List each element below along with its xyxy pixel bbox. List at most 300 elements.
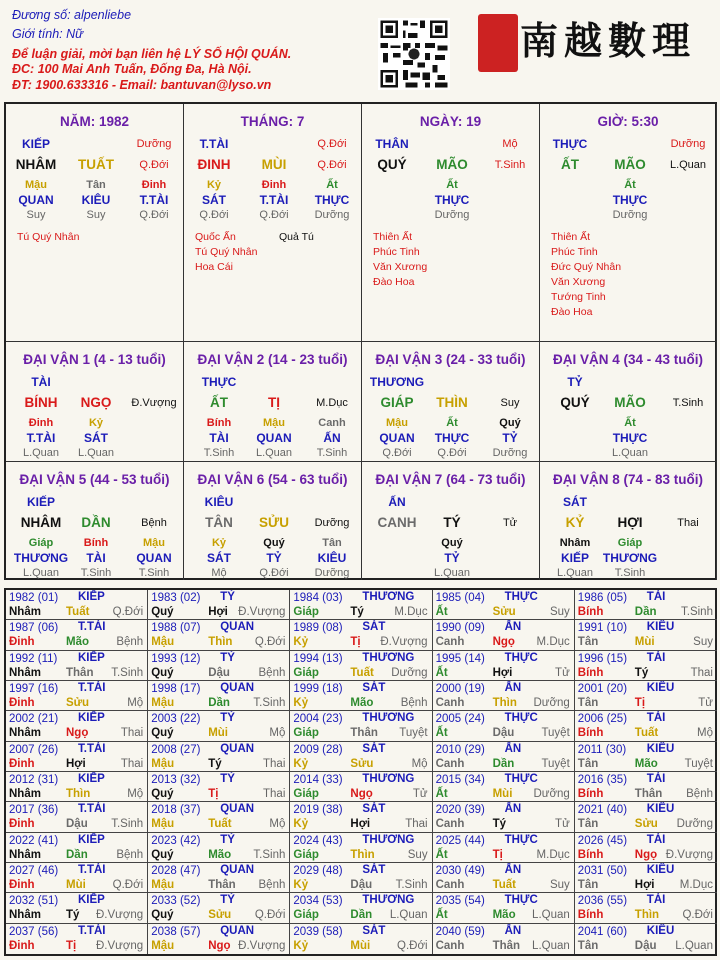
- luck-god: TỶ: [567, 375, 583, 389]
- year-god: TỶ: [220, 833, 235, 846]
- pillar-cell[interactable]: [6, 104, 184, 342]
- hidden-god: KIÊU: [81, 193, 111, 207]
- year-branch: Sửu: [350, 757, 374, 770]
- year-label: 2035 (54): [435, 895, 485, 908]
- year-branch: Ngọ: [208, 939, 231, 952]
- hidden-stage: L.Quan: [611, 447, 649, 459]
- luck-title: ĐẠI VẬN 5 (44 - 53 tuổi): [19, 472, 170, 487]
- year-branch: Ngọ: [66, 727, 89, 740]
- pillar-cell[interactable]: [362, 104, 540, 342]
- pillar-stem: NHÂM: [15, 157, 57, 172]
- year-branch: Thìn: [66, 787, 91, 800]
- year-stem: Bính: [577, 606, 604, 618]
- year-god: THỰC: [504, 712, 538, 725]
- hidden-god: TÀI: [209, 431, 229, 445]
- year-cell[interactable]: [290, 863, 432, 893]
- star-label: Đức Quý Nhân: [551, 261, 622, 273]
- year-stage: Đ.Vượng: [238, 939, 286, 952]
- pillar-stem: ĐINH: [197, 157, 231, 172]
- year-cell[interactable]: [148, 772, 290, 802]
- luck-pillar-cell[interactable]: [540, 462, 717, 580]
- year-cell[interactable]: [433, 590, 575, 620]
- year-cell[interactable]: [6, 802, 148, 832]
- year-stage: M.Dục: [679, 878, 713, 891]
- year-stem: Ất: [435, 606, 448, 618]
- luck-branch: HỢI: [617, 515, 643, 530]
- year-branch: Thân: [492, 939, 521, 952]
- year-cell[interactable]: [6, 590, 148, 620]
- luck-god: ẤN: [388, 495, 406, 509]
- year-branch: Sửu: [208, 909, 232, 922]
- year-cell[interactable]: [290, 590, 432, 620]
- hidden-stage: Suy: [26, 209, 46, 221]
- pillar-cell[interactable]: [540, 104, 717, 342]
- year-label: 1999 (18): [293, 682, 343, 695]
- year-cell[interactable]: [433, 893, 575, 923]
- year-stem: Bính: [577, 666, 604, 679]
- luck-stem: BÍNH: [24, 395, 58, 410]
- year-branch: Hợi: [350, 818, 371, 831]
- year-stem: Nhâm: [9, 787, 41, 800]
- year-stage: Mộ: [269, 818, 286, 831]
- year-cell[interactable]: [148, 681, 290, 711]
- year-stage: T.Sinh: [395, 878, 428, 891]
- year-stage: Bệnh: [116, 848, 144, 861]
- year-cell[interactable]: [6, 711, 148, 741]
- year-cell[interactable]: [148, 924, 290, 954]
- year-label: 2031 (50): [577, 864, 628, 877]
- luck-relation: T.Sinh: [672, 397, 704, 409]
- pillar-title: NGÀY: 19: [419, 114, 482, 129]
- year-stem: Quý: [151, 666, 174, 679]
- luck-pillar-cell[interactable]: [184, 342, 362, 462]
- year-stage: Mộ: [127, 787, 144, 800]
- year-branch: Dần: [492, 757, 515, 770]
- hidden-stem: Quý: [263, 537, 285, 549]
- hidden-stem: Ất: [326, 179, 338, 191]
- year-label: 2026 (45): [577, 834, 628, 847]
- year-stage: L.Quan: [532, 939, 570, 952]
- year-stem: Nhâm: [9, 606, 41, 618]
- year-branch: Tý: [66, 909, 80, 922]
- year-god: TỶ: [220, 591, 235, 603]
- year-stem: Tân: [577, 818, 599, 831]
- year-god: THƯƠNG: [362, 772, 415, 785]
- year-cell[interactable]: [575, 802, 717, 832]
- hidden-god: SÁT: [84, 431, 108, 445]
- year-god: TỶ: [220, 894, 235, 907]
- hidden-stem: Mậu: [386, 417, 408, 429]
- qr-code-icon[interactable]: [378, 18, 450, 90]
- hidden-god: T.TÀI: [26, 431, 56, 445]
- year-cell[interactable]: [290, 924, 432, 954]
- year-stage: Suy: [549, 878, 570, 891]
- year-cell[interactable]: [148, 620, 290, 650]
- year-branch: Thân: [66, 666, 94, 679]
- year-cell[interactable]: [290, 711, 432, 741]
- hidden-god: THỰC: [434, 431, 470, 445]
- year-stage: L.Quan: [389, 909, 428, 922]
- year-cell[interactable]: [433, 620, 575, 650]
- hidden-stem: Mậu: [25, 179, 47, 191]
- year-stem: Canh: [435, 878, 465, 891]
- year-stage: T.Sinh: [111, 666, 144, 679]
- year-label: 2027 (46): [9, 864, 59, 877]
- hidden-stem: Canh: [318, 417, 346, 429]
- year-branch: Hợi: [66, 757, 86, 770]
- year-cell[interactable]: [290, 681, 432, 711]
- luck-pillar-cell[interactable]: [540, 342, 717, 462]
- pillar-god: THỰC: [552, 137, 588, 151]
- luck-god: TÀI: [31, 375, 51, 389]
- year-god: KIÊU: [646, 863, 675, 876]
- hidden-god: T.TÀI: [259, 193, 289, 207]
- pillar-branch: TUẤT: [78, 157, 114, 172]
- year-label: 2023 (42): [151, 834, 201, 847]
- year-cell[interactable]: [575, 893, 717, 923]
- year-cell[interactable]: [6, 924, 148, 954]
- hidden-stage: Dưỡng: [612, 209, 648, 221]
- year-cell[interactable]: [433, 681, 575, 711]
- year-stage: Bệnh: [258, 666, 286, 679]
- year-stem: Canh: [435, 636, 465, 649]
- year-branch: Dậu: [350, 878, 373, 891]
- year-stem: Quý: [151, 606, 174, 618]
- year-cell[interactable]: [148, 802, 290, 832]
- hidden-god: TỶ: [444, 551, 460, 565]
- year-cell[interactable]: [433, 711, 575, 741]
- year-stage: Suy: [407, 848, 428, 861]
- hidden-stage: Dưỡng: [434, 209, 470, 221]
- year-cell[interactable]: [433, 863, 575, 893]
- year-branch: Tị: [350, 636, 361, 649]
- star-label: Đào Hoa: [373, 276, 415, 288]
- hidden-stage: Q.Đới: [259, 209, 289, 221]
- star-label: Hoa Cái: [195, 261, 233, 273]
- luck-stem: GIÁP: [380, 395, 414, 410]
- year-label: 2005 (24): [435, 713, 485, 726]
- year-stem: Nhâm: [9, 909, 41, 922]
- year-stem: Kỷ: [293, 878, 309, 891]
- star-label: Tướng Tinh: [551, 291, 606, 303]
- year-cell[interactable]: [575, 681, 717, 711]
- year-god: ẤN: [504, 803, 522, 816]
- year-label: 2037 (56): [9, 925, 59, 938]
- year-cell[interactable]: [575, 772, 717, 802]
- year-stem: Nhâm: [9, 666, 41, 679]
- year-cell[interactable]: [433, 772, 575, 802]
- year-stem: Tân: [577, 757, 599, 770]
- year-cell[interactable]: [6, 742, 148, 772]
- year-cell[interactable]: [290, 742, 432, 772]
- year-cell[interactable]: [575, 651, 717, 681]
- year-branch: Tị: [66, 939, 77, 952]
- year-cell[interactable]: [6, 893, 148, 923]
- year-stage: Thai: [120, 757, 144, 770]
- star-label: Văn Xương: [373, 261, 428, 273]
- year-stage: Đ.Vượng: [95, 939, 144, 952]
- hidden-god: THỰC: [434, 193, 470, 207]
- year-cell[interactable]: [6, 863, 148, 893]
- year-stage: Q.Đới: [254, 636, 286, 649]
- year-branch: Dậu: [66, 818, 88, 831]
- year-stage: Đ.Vượng: [380, 636, 428, 649]
- hidden-stage: L.Quan: [77, 447, 115, 459]
- luck-relation: Suy: [500, 397, 520, 409]
- year-cell[interactable]: [433, 651, 575, 681]
- year-label: 2006 (25): [577, 713, 628, 726]
- hidden-stem: Mậu: [143, 537, 165, 549]
- year-cell[interactable]: [6, 772, 148, 802]
- hidden-stem: Bính: [206, 417, 232, 429]
- year-label: 1982 (01): [9, 592, 59, 604]
- luck-pillar-cell[interactable]: [6, 342, 184, 462]
- year-god: ẤN: [504, 681, 522, 694]
- gender-line: Giới tính: Nữ: [12, 27, 84, 41]
- year-stem: Giáp: [293, 606, 319, 618]
- year-label: 1994 (13): [293, 652, 343, 665]
- year-label: 2017 (36): [9, 804, 59, 817]
- hidden-god: QUAN: [256, 431, 292, 445]
- year-cell[interactable]: [290, 893, 432, 923]
- star-label: Tú Quý Nhân: [195, 246, 258, 258]
- luck-title: ĐẠI VẬN 1 (4 - 13 tuổi): [23, 352, 166, 367]
- year-cell[interactable]: [433, 742, 575, 772]
- year-label: 1988 (07): [151, 622, 201, 635]
- hidden-stage: L.Quan: [556, 567, 594, 579]
- year-label: 2036 (55): [577, 895, 628, 908]
- hidden-stem: Bính: [83, 537, 109, 549]
- year-label: 1995 (14): [435, 652, 485, 665]
- star-label: Quốc Ấn: [195, 231, 236, 243]
- year-cell[interactable]: [433, 833, 575, 863]
- year-god: THỰC: [504, 651, 538, 664]
- star-label: Phúc Tinh: [551, 246, 598, 258]
- year-branch: Tị: [492, 848, 503, 861]
- year-label: 2014 (33): [293, 773, 343, 786]
- luck-pillar-cell[interactable]: [184, 462, 362, 580]
- year-stage: M.Dục: [394, 606, 428, 618]
- year-stem: Ất: [435, 666, 448, 679]
- year-stem: Giáp: [293, 848, 319, 861]
- year-label: 2034 (53): [293, 895, 343, 908]
- luck-title: ĐẠI VẬN 3 (24 - 33 tuổi): [375, 352, 526, 367]
- pillar-god: THÂN: [375, 137, 409, 151]
- year-cell[interactable]: [290, 772, 432, 802]
- year-cell[interactable]: [575, 863, 717, 893]
- year-stem: Kỷ: [293, 757, 309, 770]
- year-god: TÀI: [646, 894, 666, 907]
- year-branch: Mùi: [208, 727, 228, 740]
- year-god: TỶ: [220, 651, 235, 664]
- star-label: Đào Hoa: [551, 306, 593, 318]
- year-label: 2028 (47): [151, 864, 201, 877]
- four-pillars-chart: [4, 102, 717, 580]
- year-cell[interactable]: [148, 863, 290, 893]
- hidden-stem: Ất: [624, 179, 636, 191]
- hidden-stem: Giáp: [28, 537, 54, 549]
- year-stage: T.Sinh: [253, 848, 286, 861]
- hidden-stage: T.Sinh: [316, 447, 348, 459]
- year-cell[interactable]: [575, 620, 717, 650]
- year-stage: Tử: [698, 696, 713, 709]
- year-branch: Thìn: [208, 636, 233, 649]
- year-god: KIẾP: [78, 591, 105, 603]
- hidden-stem: Kỷ: [88, 417, 104, 429]
- year-god: ẤN: [504, 924, 522, 937]
- year-stage: Mộ: [269, 727, 286, 740]
- year-stage: Bệnh: [116, 636, 144, 649]
- year-stage: Thai: [690, 666, 713, 679]
- year-cell[interactable]: [148, 711, 290, 741]
- hidden-god: THƯƠNG: [13, 551, 69, 565]
- hidden-god: KIẾP: [560, 551, 589, 565]
- year-cell[interactable]: [575, 833, 717, 863]
- year-cell[interactable]: [148, 893, 290, 923]
- year-cell[interactable]: [575, 742, 717, 772]
- year-stem: Mậu: [151, 939, 175, 952]
- year-branch: Dần: [208, 696, 230, 709]
- year-stage: Mộ: [127, 696, 144, 709]
- year-label: 1983 (02): [151, 592, 201, 604]
- year-god: T.TÀI: [78, 803, 106, 816]
- luck-pillar-cell[interactable]: [6, 462, 184, 580]
- year-stem: Bính: [577, 727, 604, 740]
- year-branch: Tị: [634, 696, 646, 709]
- year-god: T.TÀI: [78, 681, 106, 694]
- year-stem: Nhâm: [9, 727, 41, 740]
- luck-stem: TÂN: [205, 515, 233, 530]
- year-cell[interactable]: [148, 590, 290, 620]
- luck-pillar-cell[interactable]: [362, 342, 540, 462]
- year-stem: Tân: [577, 696, 599, 709]
- year-god: KIÊU: [646, 803, 675, 816]
- year-cell[interactable]: [6, 833, 148, 863]
- year-cell[interactable]: [290, 651, 432, 681]
- hidden-stem: Quý: [441, 537, 463, 549]
- year-stem: Mậu: [151, 818, 175, 831]
- year-god: KIẾP: [78, 894, 105, 907]
- hidden-god: QUAN: [379, 431, 415, 445]
- year-stem: Kỷ: [293, 818, 309, 831]
- year-stage: T.Sinh: [681, 606, 713, 618]
- year-god: T.TÀI: [78, 924, 106, 937]
- year-label: 2030 (49): [435, 864, 485, 877]
- year-stage: Đ.Vượng: [665, 848, 713, 861]
- year-cell[interactable]: [6, 651, 148, 681]
- year-stage: Thai: [263, 757, 286, 770]
- year-god: TỶ: [220, 712, 235, 725]
- year-cell[interactable]: [6, 681, 148, 711]
- year-cell[interactable]: [148, 833, 290, 863]
- hidden-stage: Suy: [86, 209, 106, 221]
- year-god: SÁT: [362, 681, 386, 694]
- year-branch: Mão: [492, 909, 516, 922]
- year-stem: Tân: [577, 636, 599, 649]
- pillar-stage: Dưỡng: [136, 138, 172, 150]
- luck-pillar-cell[interactable]: [362, 462, 540, 580]
- hidden-god: T.TÀI: [139, 193, 169, 207]
- year-god: QUAN: [220, 924, 255, 937]
- year-cell[interactable]: [290, 802, 432, 832]
- year-stem: Mậu: [151, 696, 175, 709]
- year-stem: Quý: [151, 787, 174, 800]
- year-god: KIẾP: [78, 772, 105, 785]
- year-label: 1991 (10): [577, 622, 628, 635]
- year-cell[interactable]: [6, 620, 148, 650]
- year-label: 2016 (35): [577, 773, 628, 786]
- year-branch: Thìn: [634, 909, 660, 922]
- pillar-stem: ẤT: [561, 157, 579, 172]
- year-stage: T.Sinh: [253, 696, 286, 709]
- year-label: 2024 (43): [293, 834, 343, 847]
- year-cell[interactable]: [433, 802, 575, 832]
- year-stage: L.Quan: [675, 939, 713, 952]
- hidden-stage: L.Quan: [433, 567, 471, 579]
- star-label: Thiên Ất: [373, 231, 413, 243]
- year-cell[interactable]: [433, 924, 575, 954]
- year-stem: Đinh: [9, 696, 35, 709]
- year-stage: T.Sinh: [111, 818, 144, 831]
- hidden-stage: Dưỡng: [492, 447, 528, 459]
- year-stem: Canh: [435, 757, 465, 770]
- year-cell[interactable]: [290, 833, 432, 863]
- year-label: 1998 (17): [151, 682, 201, 695]
- year-cell[interactable]: [290, 620, 432, 650]
- year-god: KIẾP: [78, 712, 105, 725]
- year-god: KIÊU: [646, 924, 675, 937]
- year-stem: Giáp: [293, 727, 319, 740]
- hidden-stage: Q.Đới: [259, 567, 289, 579]
- hidden-god: THỰC: [314, 193, 350, 207]
- year-branch: Hợi: [208, 606, 228, 618]
- year-label: 2003 (22): [151, 713, 201, 726]
- year-god: SÁT: [362, 621, 386, 634]
- year-branch: Thìn: [492, 696, 517, 709]
- hidden-stem: Tân: [322, 537, 342, 549]
- year-god: THƯƠNG: [362, 591, 415, 603]
- year-god: KIÊU: [646, 681, 675, 694]
- year-label: 2013 (32): [151, 773, 201, 786]
- year-stem: Tân: [577, 939, 599, 952]
- hidden-stem: Ất: [446, 417, 458, 429]
- year-stage: Q.Đới: [682, 909, 713, 922]
- year-god: SÁT: [362, 863, 386, 876]
- year-stage: Bệnh: [258, 878, 286, 891]
- year-cell[interactable]: [575, 924, 717, 954]
- luck-stem: ẤT: [210, 395, 228, 410]
- year-cell[interactable]: [148, 651, 290, 681]
- luck-branch: THÌN: [436, 395, 468, 410]
- year-label: 2019 (38): [293, 804, 343, 817]
- year-god: SÁT: [362, 803, 386, 816]
- year-cell[interactable]: [575, 590, 717, 620]
- year-stem: Quý: [151, 848, 174, 861]
- year-stem: Mậu: [151, 636, 175, 649]
- year-label: 1993 (12): [151, 652, 201, 665]
- year-stem: Đinh: [9, 818, 35, 831]
- year-stage: Mộ: [411, 757, 428, 770]
- hidden-stage: Dưỡng: [314, 209, 350, 221]
- pillar-cell[interactable]: [184, 104, 362, 342]
- year-cell[interactable]: [148, 742, 290, 772]
- year-branch: Sửu: [66, 696, 90, 709]
- hidden-stage: L.Quan: [22, 567, 60, 579]
- year-cell[interactable]: [575, 711, 717, 741]
- year-stage: Dưỡng: [391, 666, 428, 679]
- year-label: 2025 (44): [435, 834, 485, 847]
- year-stem: Ất: [435, 787, 448, 800]
